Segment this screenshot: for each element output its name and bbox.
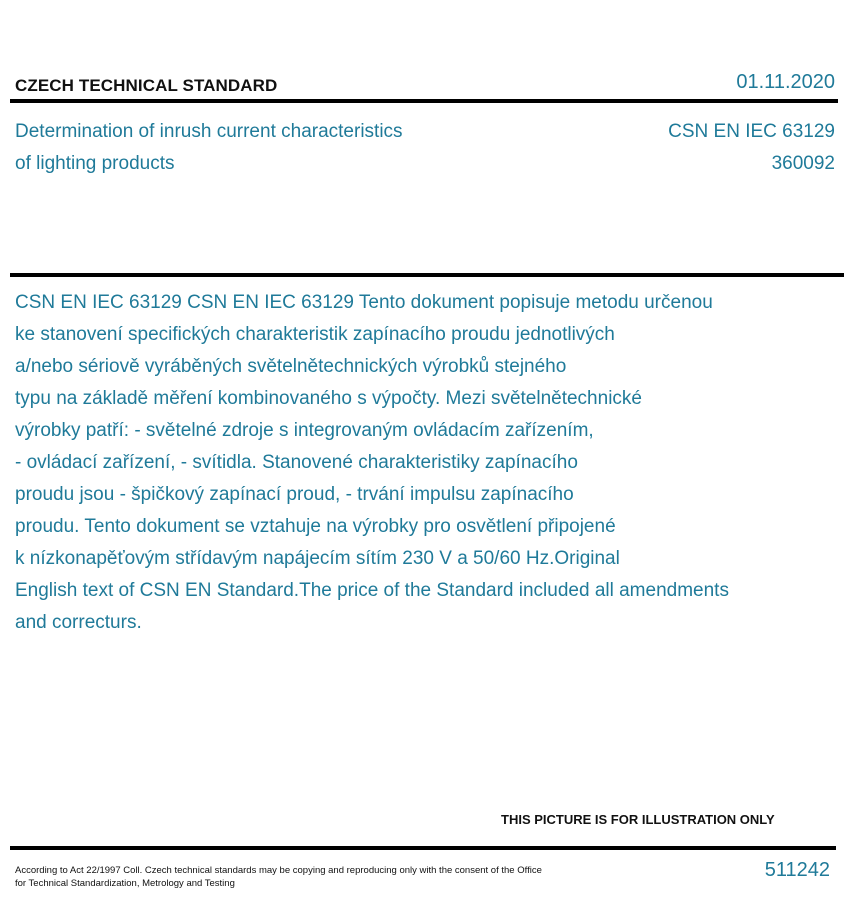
description-line: English text of CSN EN Standard.The price of the Standard included all amendments — [15, 580, 729, 601]
standard-code-block — [668, 116, 835, 180]
legal-notice — [15, 864, 615, 890]
legal-line-2: for Technical Standardization, Metrology and Testing — [15, 878, 235, 889]
description-line: ke stanovení specifických charakteristik zapínacího proudu jednotlivých — [15, 324, 615, 345]
section-divider — [10, 273, 844, 277]
standard-description — [15, 287, 835, 639]
standard-title — [15, 116, 535, 180]
illustration-note: THIS PICTURE IS FOR ILLUSTRATION ONLY — [501, 812, 775, 827]
description-line: proudu. Tento dokument se vztahuje na výrobky pro osvětlení připojené — [15, 516, 616, 537]
description-line: CSN EN IEC 63129 CSN EN IEC 63129 Tento dokument popisuje metodu určenou — [15, 292, 713, 313]
publication-date: 01.11.2020 — [736, 71, 835, 93]
footer-divider — [10, 846, 836, 850]
legal-line-1: According to Act 22/1997 Coll. Czech technical standards may be copying and reproducing only with the consent of the Office — [15, 865, 542, 876]
description-line: proudu jsou - špičkový zapínací proud, - trvání impulsu zapínacího — [15, 484, 574, 505]
description-line: a/nebo sériově vyráběných světelnětechnických výrobků stejného — [15, 356, 567, 377]
description-line: and correcturs. — [15, 612, 142, 633]
header-label: CZECH TECHNICAL STANDARD — [15, 76, 278, 95]
header-divider — [10, 99, 838, 103]
standard-title-line-2: of lighting products — [15, 153, 175, 174]
description-line: - ovládací zařízení, - svítidla. Stanovené charakteristiky zapínacího — [15, 452, 578, 473]
standard-class-number: 360092 — [771, 153, 835, 174]
document-code-number: 511242 — [764, 859, 830, 881]
description-line: typu na základě měření kombinovaného s výpočty. Mezi světelnětechnické — [15, 388, 642, 409]
description-line: k nízkonapěťovým střídavým napájecím sítím 230 V a 50/60 Hz.Original — [15, 548, 620, 569]
standard-code: CSN EN IEC 63129 — [668, 121, 835, 142]
description-line: výrobky patří: - světelné zdroje s integrovaným ovládacím zařízením, — [15, 420, 594, 441]
standard-title-line-1: Determination of inrush current characteristics — [15, 121, 403, 142]
